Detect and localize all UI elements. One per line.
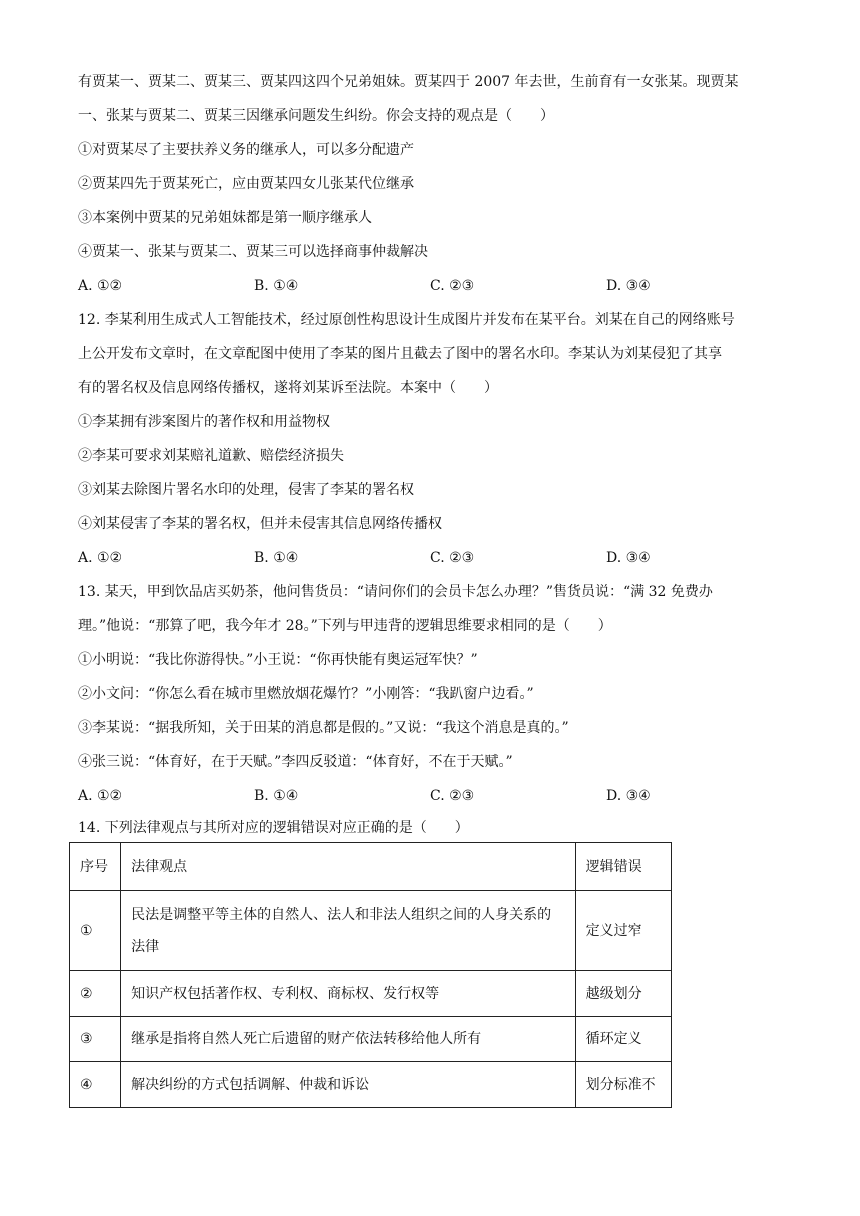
q13-option-b: B. ①④	[254, 788, 299, 804]
q13-option-a: A. ①②	[78, 788, 123, 804]
q12-option-b: B. ①④	[254, 550, 299, 566]
row-error: 定义过窄	[575, 891, 671, 971]
q11-option-c: C. ②③	[430, 278, 475, 294]
table-row	[70, 1062, 672, 1108]
q11-option-d: D. ③④	[606, 278, 651, 294]
q11-statement-1: ①对贾某尽了主要扶养义务的继承人，可以多分配遗产	[78, 142, 414, 158]
row-no: ①	[70, 891, 121, 971]
q12-stem-line-1: 12. 李某利用生成式人工智能技术，经过原创性构思设计生成图片并发布在某平台。刘某在自己的网络账号	[78, 312, 735, 328]
table-header-row	[70, 843, 672, 891]
q13-stem-line-1: 13. 某天，甲到饮品店买奶茶，他问售货员：“请问你们的会员卡怎么办理？”售货员说：“满 32 免费办	[78, 584, 713, 600]
header-error: 逻辑错误	[575, 843, 671, 891]
q12-options	[78, 548, 798, 568]
logic-error-table	[69, 842, 672, 1108]
q11-statement-2: ②贾某四先于贾某死亡，应由贾某四女儿张某代位继承	[78, 176, 414, 192]
q14-stem: 14. 下列法律观点与其所对应的逻辑错误对应正确的是（ ）	[78, 820, 469, 836]
q13-options	[78, 786, 798, 806]
row-error: 划分标准不	[575, 1062, 671, 1108]
q13-statement-2: ②小文问：“你怎么看在城市里燃放烟花爆竹？”小刚答：“我趴窗户边看。”	[78, 686, 534, 702]
q11-option-b: B. ①④	[254, 278, 299, 294]
q11-statement-3: ③本案例中贾某的兄弟姐妹都是第一顺序继承人	[78, 210, 372, 226]
q13-statement-4: ④张三说：“体育好，在于天赋。”李四反驳道：“体育好，不在于天赋。”	[78, 754, 513, 770]
table-row	[70, 891, 672, 971]
row-no: ②	[70, 971, 121, 1017]
q11-stem-line-2: 一、张某与贾某二、贾某三因继承问题发生纠纷。你会支持的观点是（ ）	[78, 108, 554, 124]
q11-statement-4: ④贾某一、张某与贾某二、贾某三可以选择商事仲裁解决	[78, 244, 428, 260]
row-error: 越级划分	[575, 971, 671, 1017]
table-row	[70, 1017, 672, 1062]
q12-statement-3: ③刘某去除图片署名水印的处理，侵害了李某的署名权	[78, 482, 414, 498]
q12-option-d: D. ③④	[606, 550, 651, 566]
row-no: ③	[70, 1017, 121, 1062]
row-view: 知识产权包括著作权、专利权、商标权、发行权等	[121, 971, 576, 1017]
header-view: 法律观点	[121, 843, 576, 891]
row-view: 民法是调整平等主体的自然人、法人和非法人组织之间的人身关系的法律	[121, 891, 576, 971]
q11-stem-line-1: 有贾某一、贾某二、贾某三、贾某四这四个兄弟姐妹。贾某四于 2007 年去世，生前育有一女张某。现贾某	[78, 74, 739, 90]
q13-statement-1: ①小明说：“我比你游得快。”小王说：“你再快能有奥运冠军快？”	[78, 652, 478, 668]
q13-option-c: C. ②③	[430, 788, 475, 804]
q12-stem-line-2: 上公开发布文章时，在文章配图中使用了李某的图片且截去了图中的署名水印。李某认为刘某侵犯了其享	[78, 346, 722, 362]
q12-option-c: C. ②③	[430, 550, 475, 566]
row-error: 循环定义	[575, 1017, 671, 1062]
q11-options	[78, 276, 798, 296]
table-row	[70, 971, 672, 1017]
q12-statement-4: ④刘某侵害了李某的署名权，但并未侵害其信息网络传播权	[78, 516, 442, 532]
q12-statement-1: ①李某拥有涉案图片的著作权和用益物权	[78, 414, 330, 430]
q12-option-a: A. ①②	[78, 550, 123, 566]
q13-stem-line-2: 理。”他说：“那算了吧，我今年才 28。”下列与甲违背的逻辑思维要求相同的是（ ）	[78, 618, 612, 634]
header-no: 序号	[70, 843, 121, 891]
q12-statement-2: ②李某可要求刘某赔礼道歉、赔偿经济损失	[78, 448, 344, 464]
q11-option-a: A. ①②	[78, 278, 123, 294]
q13-statement-3: ③李某说：“据我所知，关于田某的消息都是假的。”又说：“我这个消息是真的。”	[78, 720, 569, 736]
row-view: 解决纠纷的方式包括调解、仲裁和诉讼	[121, 1062, 576, 1108]
q12-stem-line-3: 有的署名权及信息网络传播权，遂将刘某诉至法院。本案中（ ）	[78, 380, 498, 396]
row-view: 继承是指将自然人死亡后遗留的财产依法转移给他人所有	[121, 1017, 576, 1062]
q13-option-d: D. ③④	[606, 788, 651, 804]
row-no: ④	[70, 1062, 121, 1108]
